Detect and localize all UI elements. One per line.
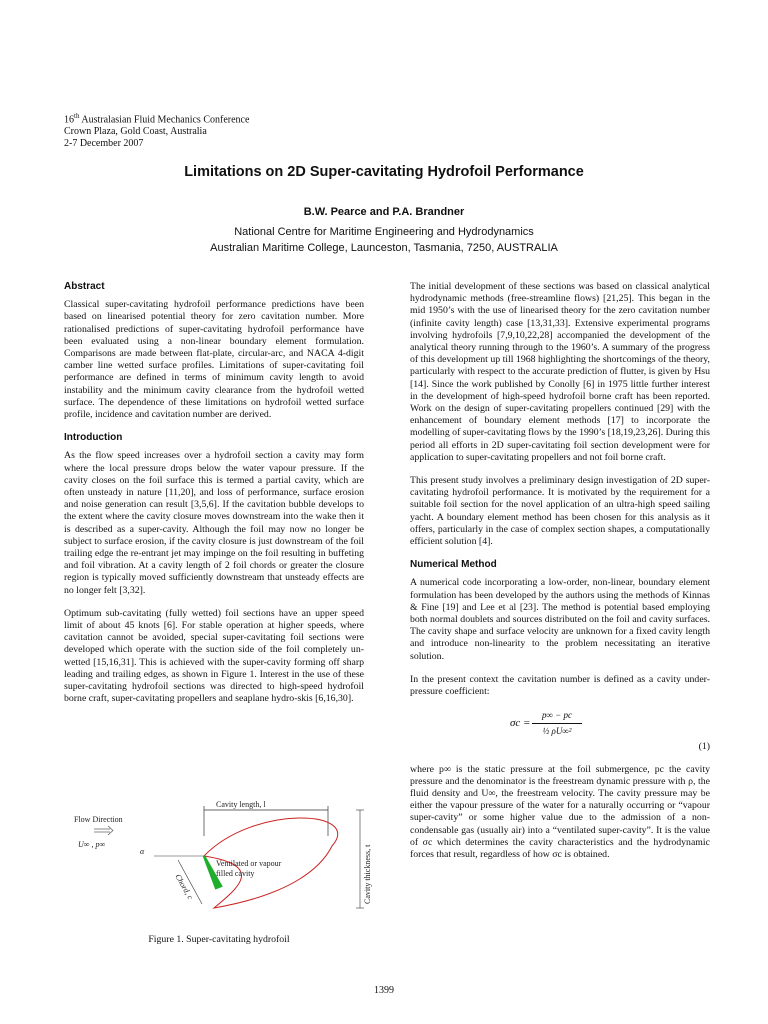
page-number: 1399 [374, 985, 394, 996]
flow-direction-label: Flow Direction [74, 815, 123, 824]
numerical-method-heading: Numerical Method [410, 559, 497, 571]
introduction-paragraph-1: As the flow speed increases over a hydrofoil section a cavity may form where the local pressure drops below the water vapour pressure. If the cavity closes on the foil surface this is termed a partial cavity, which are often unsteady in nature [11,20], and loss of performance, surface erosion and noise generation can result [3,5,6]. If the cavitation bubble develops to the extent where the cavity closure moves downstream into the wake then it is described as a super-cavity. Although the foil may now no longer be subject to surface erosion, if the cavity closure is just downstream of the foil trailing edge the re-entrant jet may impinge on the foil resulting in buffeting and foil vibration. At a cavity length of 2 foil chords or greater the closure region is typically moved sufficiently downstream that unsteady effects are no longer felt [3,32]. [64, 450, 364, 596]
abstract-text: Classical super-cavitating hydrofoil performance predictions have been based on linearised potential theory for zero cavitation number. More rationalised predictions of super-cavitating hydrofoil performance have been evaluated using a non-linear boundary element formulation. Comparisons are made between flat-plate, circular-arc, and NACA 4-digit camber line wetted surface profiles. Limitations of super-cavitating foil performance are defined in terms of minimum cavity length to avoid instability and the minimum cavity clearance from the hydrofoil wetted surface. The dependence of these limitations on hydrofoil wetted surface profile, incidence and cavitation number are derived. [64, 299, 364, 421]
equation-1 [410, 709, 710, 739]
conference-header [64, 110, 249, 150]
affiliation-line-1: National Centre for Maritime Engineering and Hydrodynamics [234, 226, 534, 238]
figure-caption: Figure 1. Super-cavitating hydrofoil [148, 934, 290, 945]
affiliation [0, 224, 768, 256]
cavitation-number-intro: In the present context the cavitation number is defined as a cavity under-pressure coefficient: [410, 673, 710, 698]
numerical-method-paragraph: A numerical code incorporating a low-order, non-linear, boundary element formulation has been developed by the authors using the methods of Kinnas & Fine [19] and Lee et al [23]. The method is potential based employing both normal doublets and sources distributed on the foil and cavity surfaces. The cavity shape and surface velocity are unknown for a fixed cavity length and introduce non-linearity to the problem necessitating an iterative solution. [410, 577, 710, 662]
conference-venue: Crown Plaza, Gold Coast, Australia [64, 126, 207, 138]
history-paragraph: The initial development of these sections was based on classical analytical hydrodynamic methods (free-streamline flows) [21,25]. This began in the mid 1950’s with the use of linearised theory for the zero cavitation number (infinite cavity length) case [13,31,33]. Extensive experimental programs involving hydrofoils [7,9,10,22,28] accompanied the development of the analytical theory running through to the 1960’s. A summary of the progress of this development up till 1968 highlighting the shortcomings of the theory, particularly with respect to the accurate prediction of flutter, is given by Hsu [14]. Since the work published by Conolly [6] in 1975 little further interest in the development of high-speed hydrofoil borne craft has been reported. Work on the design of super-cavitating propellers continued [29] with the enhancement of boundary element methods [17] to incorporate the modelling of super-cavitating flows by the 1990’s [18,19,23,26]. During this period all efforts in 2D super-cavitating foil section development were for application to super-cavitating propellers and not foil borne craft. [410, 281, 710, 463]
cavity-thickness-label: Cavity thickness, t [363, 844, 372, 904]
introduction-paragraph-2: Optimum sub-cavitating (fully wetted) foil sections have an upper speed limit of about 45 knots [6]. For stable operation at higher speeds, where cavitation cannot be avoided, special super-cavitating foil sections were developed which operate with the suction side of the foil completely un-wetted [15,16,31]. This is achieved with the super-cavity forming off sharp leading and trailing edges, as shown in Figure 1. Interest in the use of these super-cavitating hydrofoil sections was directed to high-speed hydrofoil borne craft, super-cavitating propellers and seaplane hydro-skis [6,16,30]. [64, 607, 364, 705]
pressure-definition-paragraph: where p∞ is the static pressure at the foil submergence, pc the cavity pressure and the denominator is the freestream dynamic pressure with ρ, the fluid density and U∞, the freestream velocity. The cavity pressure may be either the vapour pressure of the water for a naturally occurring or “vapour super-cavity” or some higher value due to the admission of a non-condensable gas (usually air) into a “ventilated super-cavity”. It is the value of σc which determines the cavity characteristics and the hydrodynamic forces that result, regardless of how σc is obtained. [410, 763, 710, 860]
introduction-heading: Introduction [64, 432, 123, 444]
alpha-label: α [140, 847, 145, 856]
equation-numerator: p∞ − pc [532, 709, 582, 723]
right-column [410, 281, 710, 872]
abstract-heading: Abstract [64, 281, 105, 292]
conference-name: 16th Australasian Fluid Mechanics Conference [64, 112, 250, 126]
affiliation-line-2: Australian Maritime College, Launceston, Tasmania, 7250, AUSTRALIA [210, 242, 558, 254]
paper-authors: B.W. Pearce and P.A. Brandner [303, 206, 465, 218]
conference-dates: 2-7 December 2007 [64, 138, 144, 150]
left-column [64, 281, 364, 717]
paper-title: Limitations on 2D Super-cavitating Hydrofoil Performance [184, 164, 584, 180]
equation-lhs: σc = [510, 717, 531, 730]
flow-arrow-icon [94, 826, 113, 835]
equation-fraction [532, 709, 582, 736]
freestream-label: U∞ , p∞ [78, 840, 106, 849]
cavity-label-line-2: filled cavity [216, 869, 255, 878]
hydrofoil-diagram [64, 796, 374, 936]
equation-number: (1) [698, 741, 710, 753]
equation-denominator: ½ ρU∞² [542, 725, 572, 736]
present-study-paragraph: This present study involves a preliminary design investigation of 2D super-cavitating hydrofoil performance. It is motivated by the requirement for a suitable foil section for the novel application of an ultra-high speed sailing yacht. A boundary element method has been chosen for this analysis as it offers, particularly in the case of complex section shapes, a computationally efficient solution [4]. [410, 475, 710, 548]
figure-1 [64, 796, 374, 956]
cavity-length-label: Cavity length, l [216, 800, 266, 809]
cavity-label-line-1: Ventilated or vapour [216, 859, 282, 868]
chord-label: Chord, c [173, 872, 195, 901]
